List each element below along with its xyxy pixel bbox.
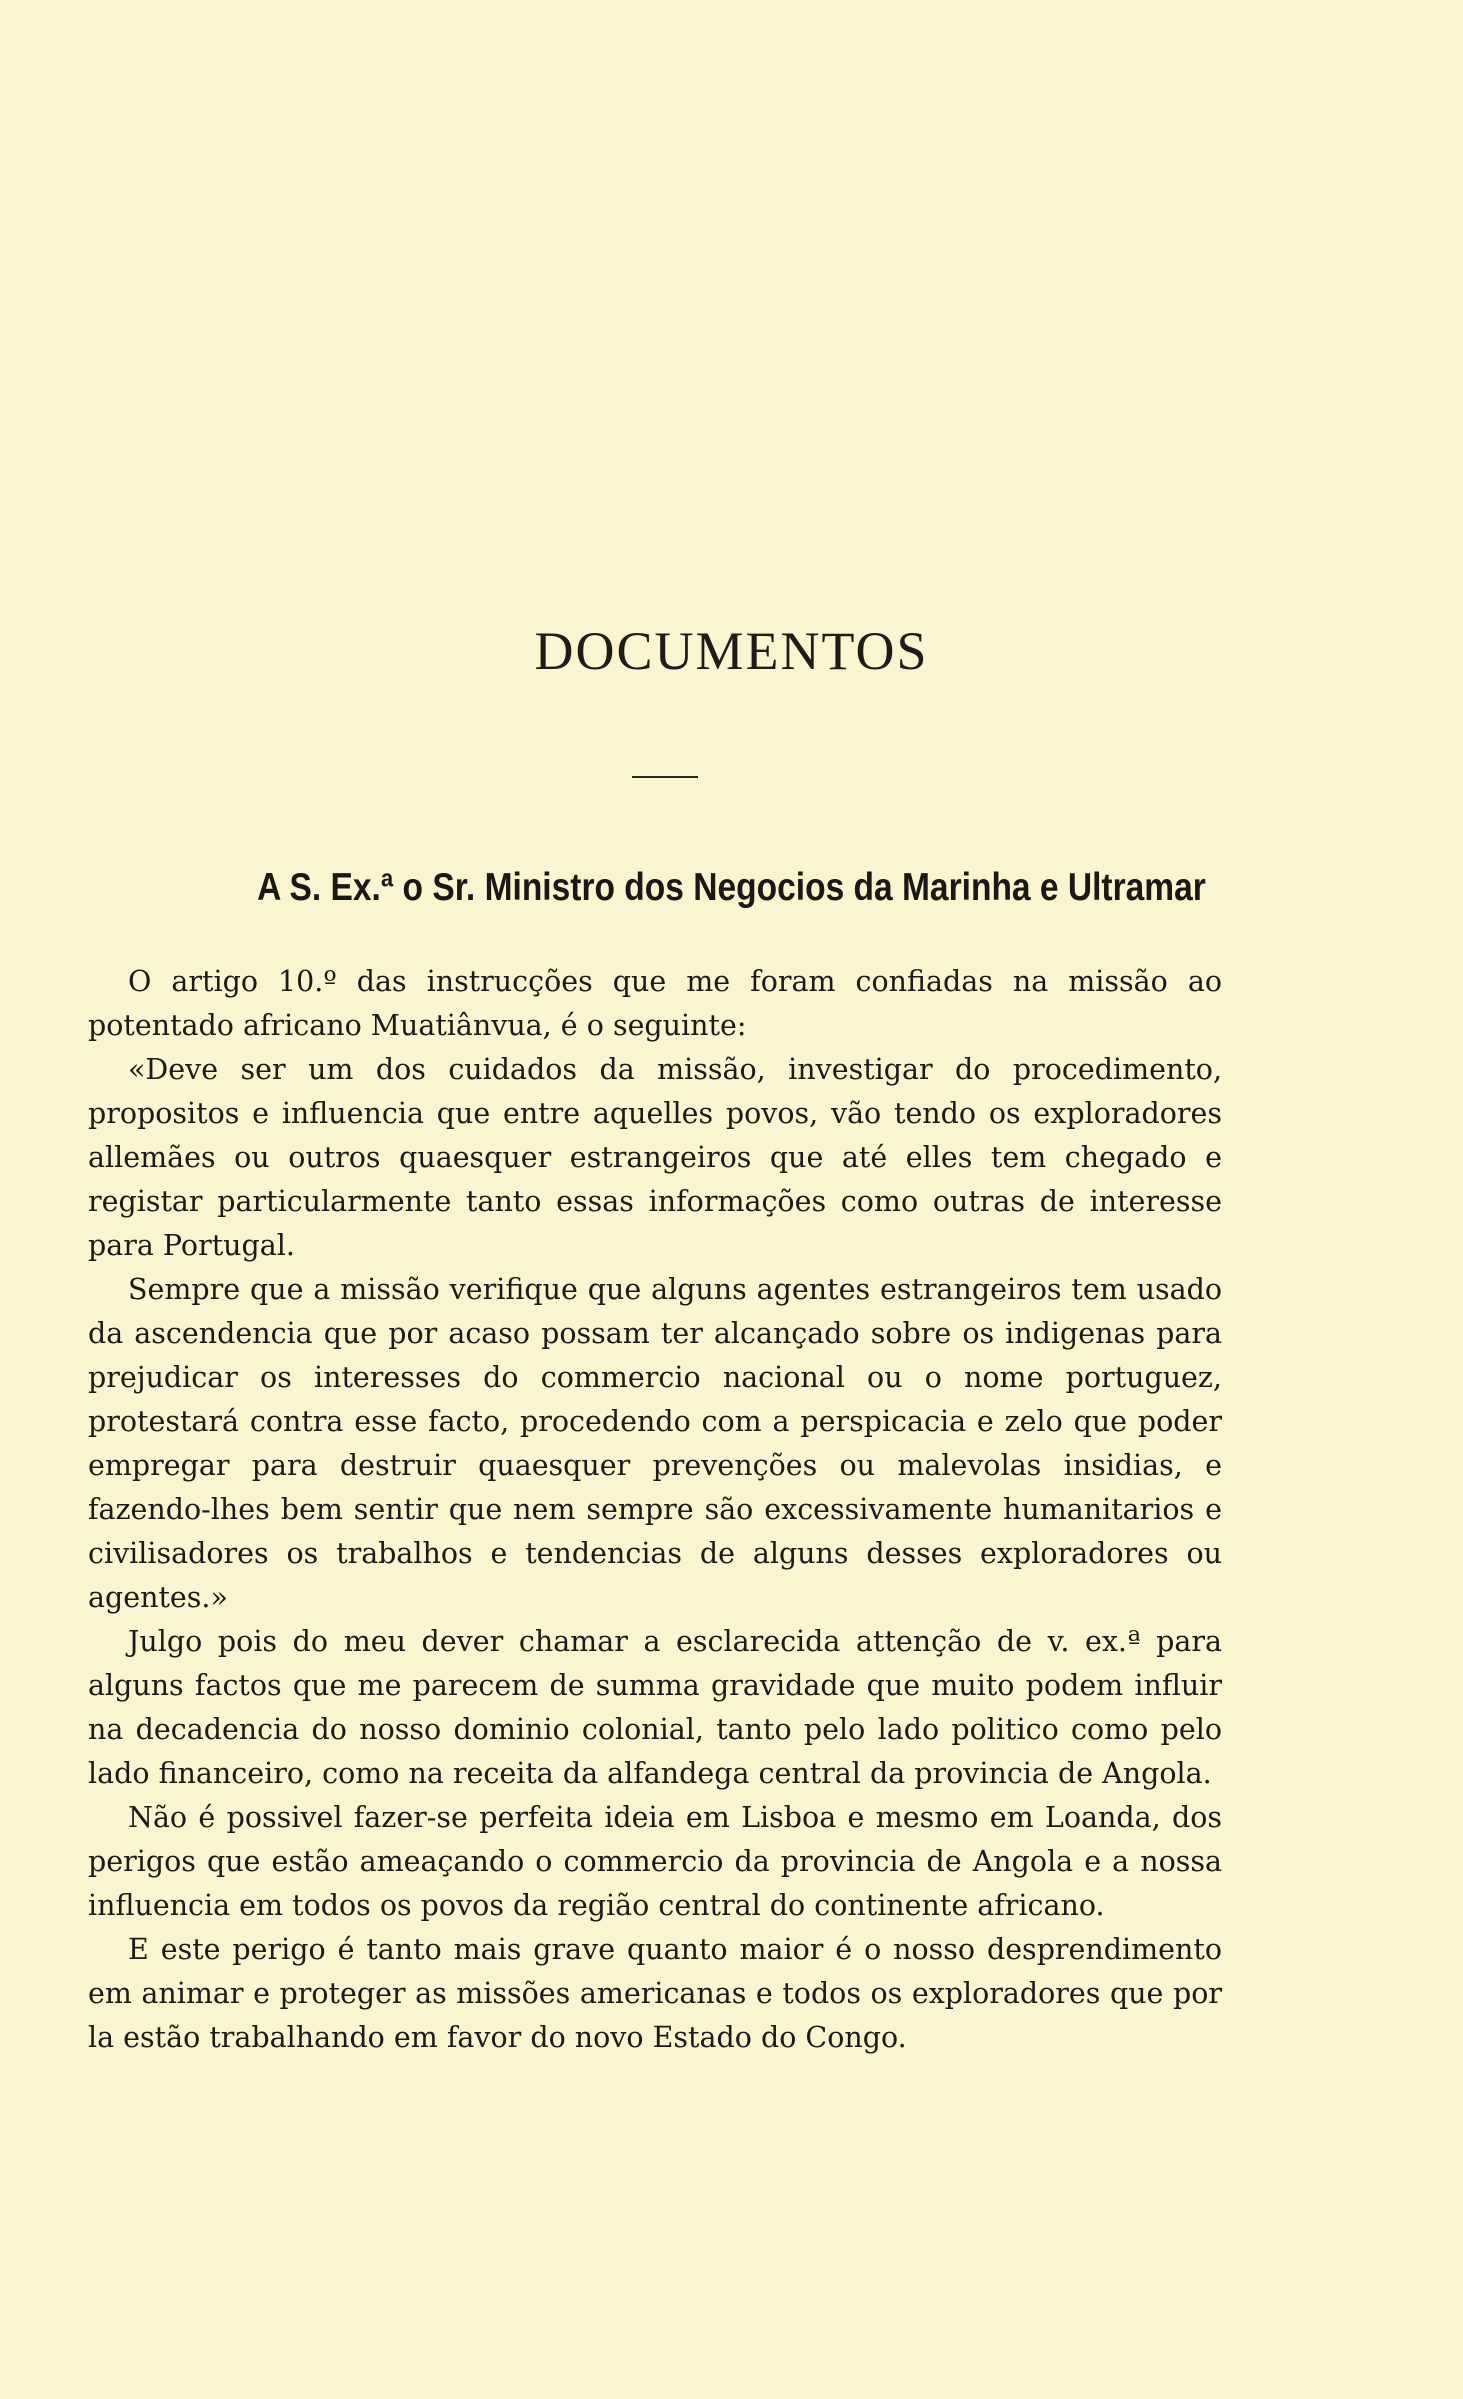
page-heading: DOCUMENTOS xyxy=(534,621,929,681)
letter-addressee: A S. Ex.ª o Sr. Ministro dos Negocios da Marinha e Ultramar xyxy=(257,866,1206,909)
paragraph-5: Não é possivel fazer-se perfeita ideia em Lisboa e mesmo em Loanda, dos perigos que estão ameaçando o commercio da provincia de Angola e a nossa influencia em todos os povos da região central do continente africano. xyxy=(88,1801,1222,1922)
paragraph-6: E este perigo é tanto mais grave quanto maior é o nosso desprendimento em animar e proteger as missões americanas e todos os exploradores que por la estão trabalhando em favor do novo Estado do Congo. xyxy=(88,1933,1222,2054)
paragraph-2: «Deve ser um dos cuidados da missão, investigar do procedimento, propositos e influencia que entre aquelles povos, vão tendo os exploradores allemães ou outros quaesquer estrangeiros que até elles tem chegado e registar particularmente tanto essas informações como outras de interesse para Portugal. xyxy=(88,1053,1222,1262)
paragraph-4: Julgo pois do meu dever chamar a esclarecida attenção de v. ex.ª para alguns factos que me parecem de summa gravidade que muito podem influir na decadencia do nosso dominio colonial, tanto pelo lado politico como pelo lado financeiro, como na receita da alfandega central da provincia de Angola. xyxy=(88,1625,1222,1790)
letter-body xyxy=(88,960,1222,2060)
paragraph-1: O artigo 10.º das instrucções que me foram confiadas na missão ao potentado africano Muatiânvua, é o seguinte: xyxy=(88,965,1222,1042)
heading-divider xyxy=(632,776,698,778)
paragraph-3: Sempre que a missão verifique que alguns agentes estrangeiros tem usado da ascendencia que por acaso possam ter alcançado sobre os indigenas para prejudicar os interesses do commercio nacional ou o nome portuguez, protestará contra esse facto, procedendo com a perspicacia e zelo que poder empregar para destruir quaesquer prevenções ou malevolas insidias, e fazendo-lhes bem sentir que nem sempre são excessivamente humanitarios e civilisadores os trabalhos e tendencias de alguns desses exploradores ou agentes.» xyxy=(88,1273,1222,1614)
